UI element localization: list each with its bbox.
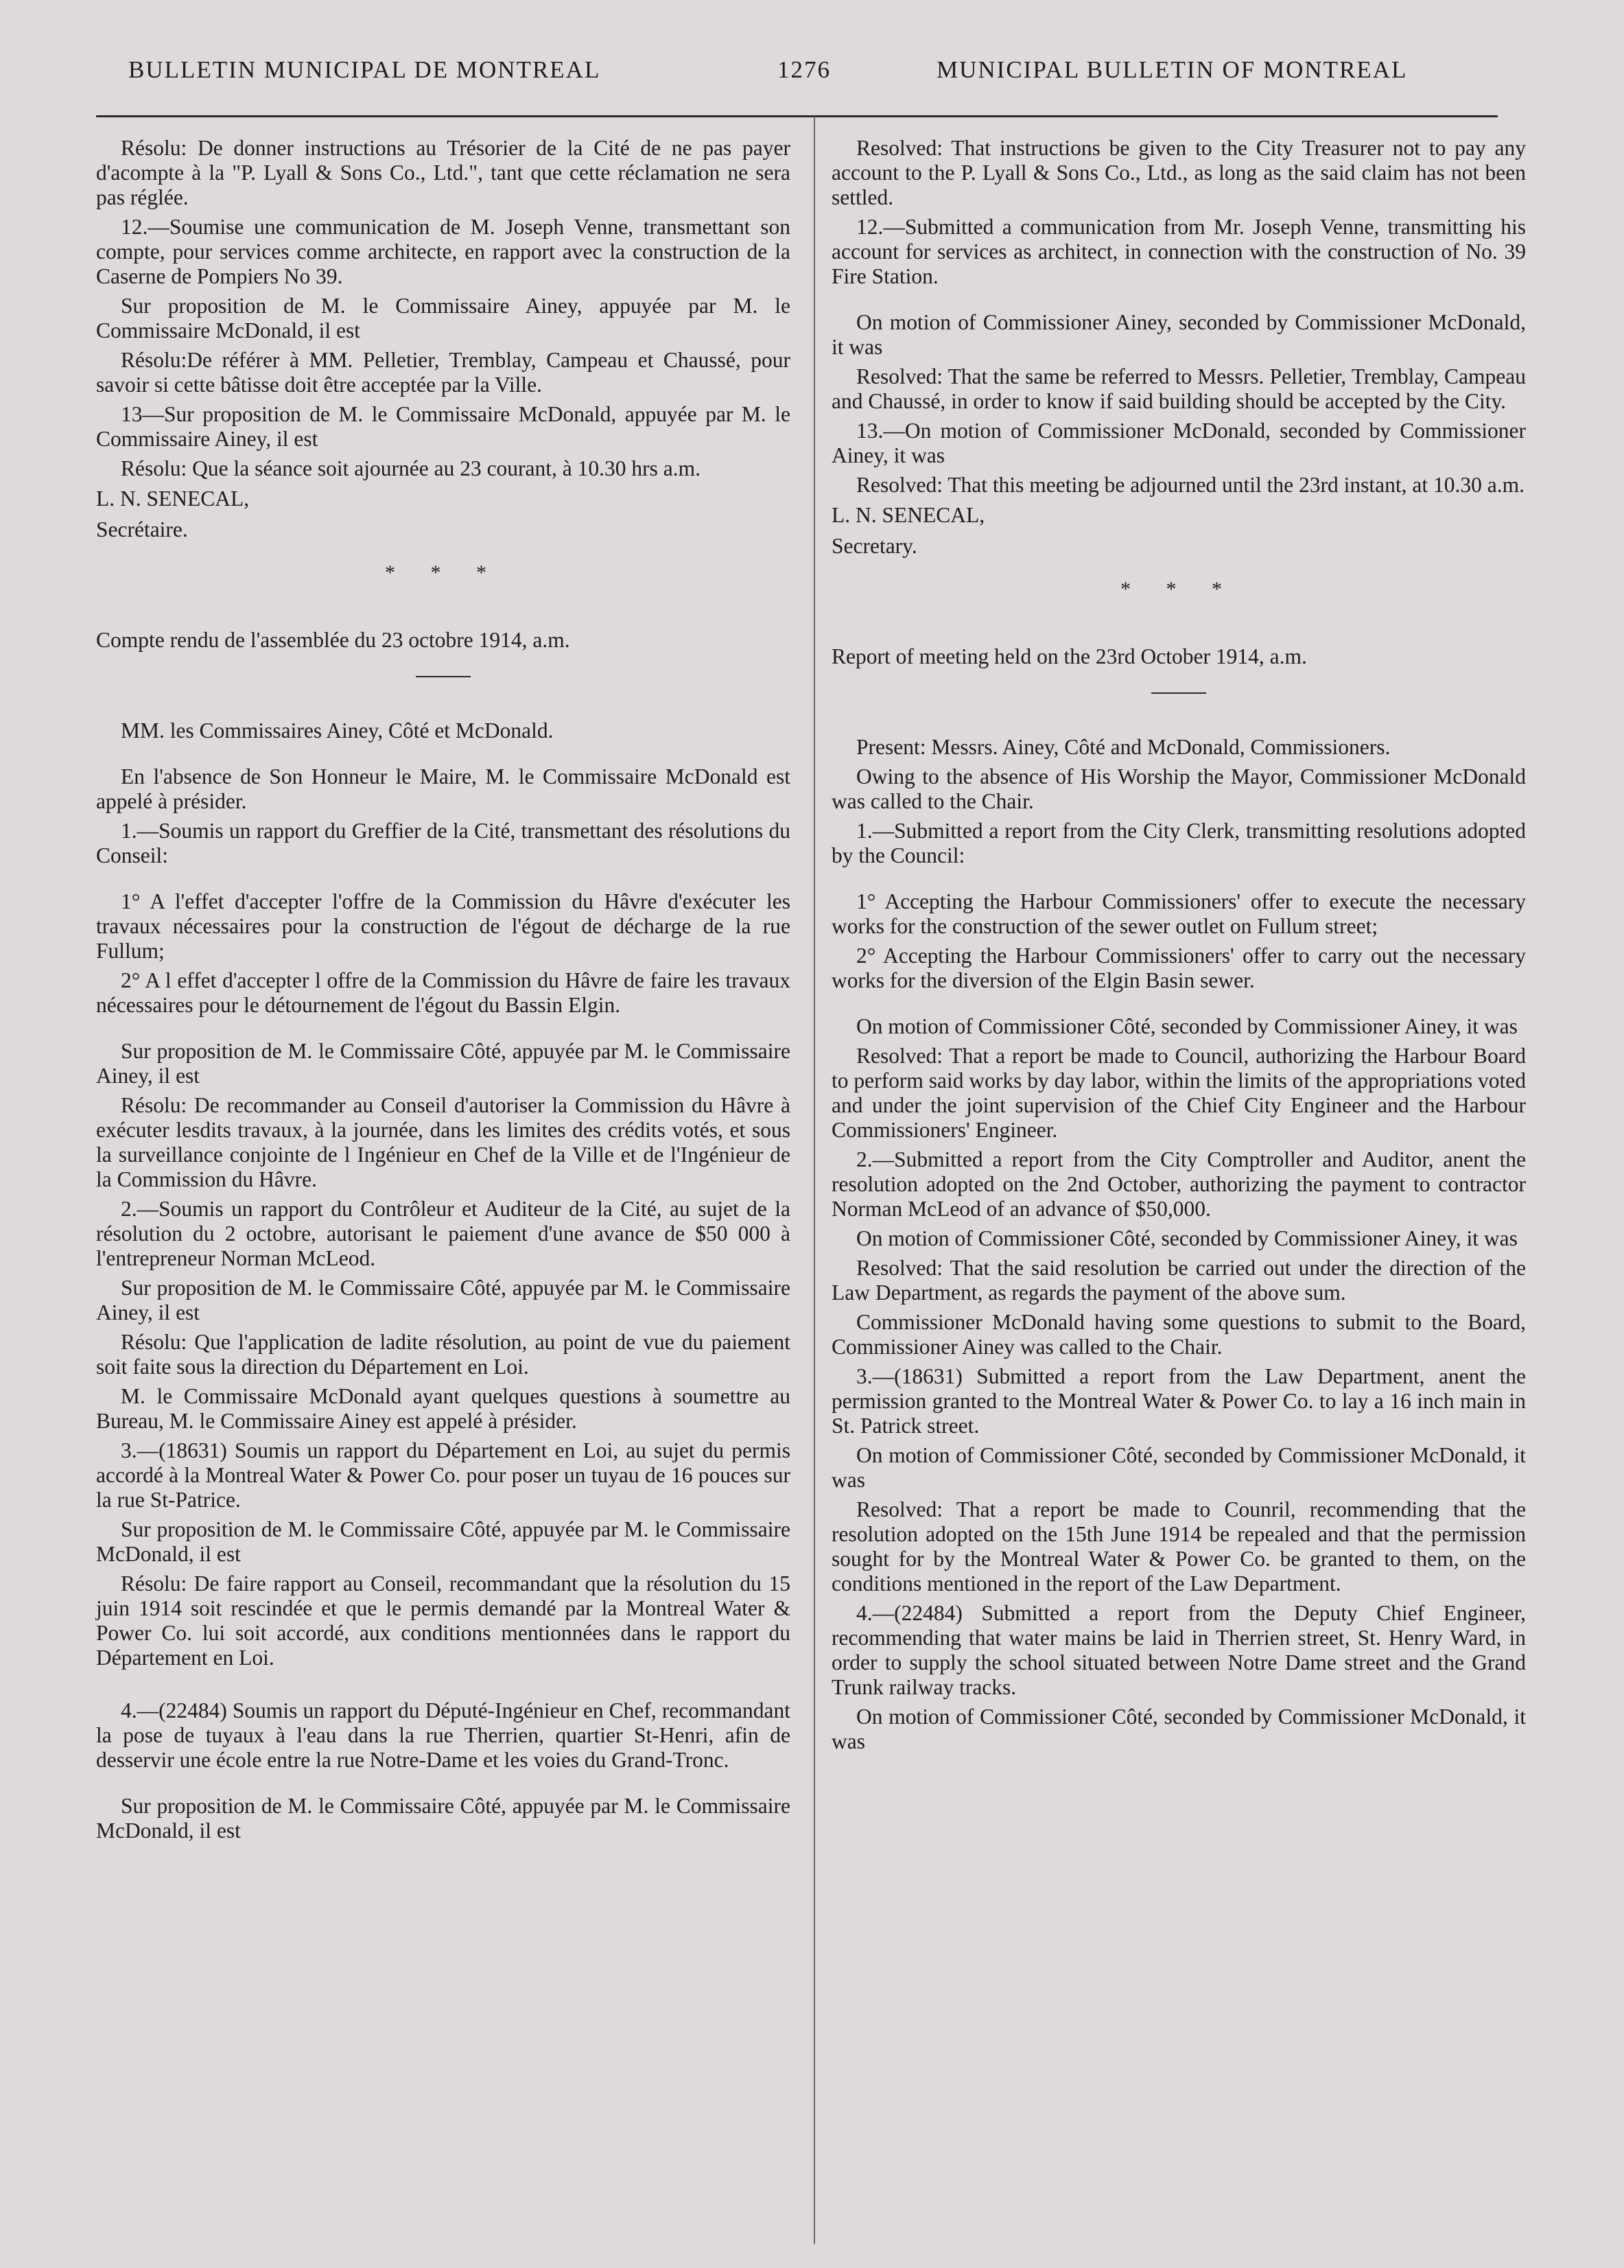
header-left-title: BULLETIN MUNICIPAL DE MONTREAL <box>128 56 601 83</box>
fr-paragraph: Résolu:De référer à MM. Pelletier, Tremblay, Campeau et Chaussé, pour savoir si cette bâtisse doit être acceptée par la Ville. <box>96 348 790 397</box>
en-paragraph: Present: Messrs. Ainey, Côté and McDonald, Commissioners. <box>856 735 1391 759</box>
en-paragraph: Resolved: That instructions be given to the City Treasurer not to pay any account to the P. Lyall & Sons Co., Ltd., as long as the said claim has not been settled. <box>832 136 1526 209</box>
en-paragraph: 4.—(22484) Submitted a report from the Deputy Chief Engineer, recommending that water mains be laid in Therrien street, St. Henry Ward, in order to supply the school situated between Notre Dame street and the Grand Trunk railway tracks. <box>832 1601 1526 1699</box>
fr-paragraph: Résolu: Que la séance soit ajournée au 23 courant, à 10.30 hrs a.m. <box>121 456 701 480</box>
en-paragraph: 13.—On motion of Commissioner McDonald, seconded by Commissioner Ainey, it was <box>832 419 1526 467</box>
english-column <box>832 136 1526 1759</box>
en-paragraph: 3.—(18631) Submitted a report from the Law Department, anent the permission granted to the Montreal Water & Power Co. to lay a 16 inch main in St. Patrick street. <box>832 1364 1526 1438</box>
fr-paragraph: En l'absence de Son Honneur le Maire, M. le Commissaire McDonald est appelé à présider. <box>96 764 790 813</box>
fr-section-separator: * * * <box>385 561 502 584</box>
en-paragraph: Resolved: That the said resolution be carried out under the direction of the Law Department, as regards the payment of the above sum. <box>832 1256 1526 1305</box>
fr-paragraph: Résolu: De recommander au Conseil d'autoriser la Commission du Hâvre à exécuter lesdits travaux, à la journée, dans les limites des crédits votés, et sous la surveillance conjointe de l Ingénieur en Chef de la Ville et de l'Ingénieur de la Commission du Hâvre. <box>96 1093 790 1191</box>
en-signature-name: L. N. SENECAL, <box>832 503 985 527</box>
page-number: 1276 <box>777 56 831 83</box>
en-paragraph: Resolved: That a report be made to Council, authorizing the Harbour Board to perform said works by day labor, within the limits of the appropriations voted and under the joint supervision of the Chief City Engineer and the Harbour Commissioners' Engineer. <box>832 1044 1526 1142</box>
fr-paragraph: Résolu: De faire rapport au Conseil, recommandant que la résolution du 15 juin 1914 soit rescindée et que le permis demandé par la Montreal Water & Power Co. lui soit accordé, aux conditions mentionnées dans le rapport du Département en Loi. <box>96 1571 790 1670</box>
page-header <box>0 56 1624 97</box>
fr-paragraph: 13—Sur proposition de M. le Commissaire McDonald, appuyée par M. le Commissaire Ainey, il est <box>96 402 790 451</box>
fr-short-rule <box>416 676 471 677</box>
fr-paragraph: 2.—Soumis un rapport du Contrôleur et Auditeur de la Cité, au sujet de la résolution du 2 octobre, autorisant le paiement d'une avance de $50 000 à l'entrepreneur Norman McLeod. <box>96 1197 790 1270</box>
en-paragraph: 12.—Submitted a communication from Mr. Joseph Venne, transmitting his account for services as architect, in connection with the construction of No. 39 Fire Station. <box>832 215 1526 288</box>
en-paragraph: Resolved: That a report be made to Counril, recommending that the resolution adopted on the 15th June 1914 be repealed and that the permission sought for by the Montreal Water & Power Co. be granted to them, on the conditions mentioned in the report of the Law Department. <box>832 1497 1526 1595</box>
fr-paragraph: Sur proposition de M. le Commissaire Ainey, appuyée par M. le Commissaire McDonald, il est <box>96 294 790 342</box>
en-signature-title: Secretary. <box>832 534 917 558</box>
fr-paragraph: 12.—Soumise une communication de M. Joseph Venne, transmettant son compte, pour services comme architecte, en rapport avec la construction de la Caserne de Pompiers No 39. <box>96 215 790 288</box>
en-section-separator: * * * <box>1120 578 1237 600</box>
en-paragraph: 2.—Submitted a report from the City Comptroller and Auditor, anent the resolution adopted on the 2nd October, authorizing the payment to contractor Norman McLeod of an advance of $50,000. <box>832 1147 1526 1221</box>
en-paragraph: On motion of Commissioner Ainey, seconded by Commissioner McDonald, it was <box>832 310 1526 359</box>
fr-paragraph: Sur proposition de M. le Commissaire Côté, appuyée par M. le Commissaire McDonald, il est <box>96 1794 790 1843</box>
fr-report-title: Compte rendu de l'assemblée du 23 octobre 1914, a.m. <box>96 628 570 652</box>
en-paragraph: 1.—Submitted a report from the City Clerk, transmitting resolutions adopted by the Council: <box>832 819 1526 867</box>
fr-paragraph: Résolu: Que l'application de ladite résolution, au point de vue du paiement soit faite sous la direction du Département en Loi. <box>96 1330 790 1379</box>
fr-paragraph: 4.—(22484) Soumis un rapport du Député-Ingénieur en Chef, recommandant la pose de tuyaux à l'eau dans la rue Therrien, quartier St-Henri, afin de desservir une école entre la rue Notre-Dame et les voies du Grand-Tronc. <box>96 1698 790 1772</box>
en-paragraph: Commissioner McDonald having some questions to submit to the Board, Commissioner Ainey was called to the Chair. <box>832 1310 1526 1359</box>
fr-paragraph: 3.—(18631) Soumis un rapport du Département en Loi, au sujet du permis accordé à la Montreal Water & Power Co. pour poser un tuyau de 16 pouces sur la rue St-Patrice. <box>96 1438 790 1512</box>
en-paragraph: Owing to the absence of His Worship the Mayor, Commissioner McDonald was called to the Chair. <box>832 764 1526 813</box>
fr-signature-name: L. N. SENECAL, <box>96 487 250 511</box>
en-paragraph: Resolved: That the same be referred to Messrs. Pelletier, Tremblay, Campeau and Chaussé, in order to know if said building should be accepted by the City. <box>832 364 1526 413</box>
fr-paragraph: M. le Commissaire McDonald ayant quelques questions à soumettre au Bureau, M. le Commissaire Ainey est appelé à présider. <box>96 1384 790 1433</box>
fr-paragraph: Sur proposition de M. le Commissaire Côté, appuyée par M. le Commissaire Ainey, il est <box>96 1039 790 1088</box>
fr-signature-title: Secrétaire. <box>96 517 188 541</box>
column-divider <box>814 117 815 2244</box>
en-paragraph: On motion of Commissioner Côté, seconded by Commissioner McDonald, it was <box>832 1443 1526 1492</box>
fr-paragraph: Sur proposition de M. le Commissaire Côté, appuyée par M. le Commissaire McDonald, il est <box>96 1517 790 1566</box>
en-report-title: Report of meeting held on the 23rd October 1914, a.m. <box>832 644 1307 668</box>
header-rule <box>96 115 1498 117</box>
en-paragraph: On motion of Commissioner Côté, seconded by Commissioner Ainey, it was <box>856 1014 1518 1038</box>
en-paragraph: 1° Accepting the Harbour Commissioners' offer to execute the necessary works for the construction of the sewer outlet on Fullum street; <box>832 889 1526 938</box>
en-paragraph: 2° Accepting the Harbour Commissioners' offer to carry out the necessary works for the diversion of the Elgin Basin sewer. <box>832 944 1526 992</box>
fr-paragraph: Sur proposition de M. le Commissaire Côté, appuyée par M. le Commissaire Ainey, il est <box>96 1276 790 1324</box>
en-short-rule <box>1151 692 1206 694</box>
fr-paragraph: Résolu: De donner instructions au Trésorier de la Cité de ne pas payer d'acompte à la "P. Lyall & Sons Co., Ltd.", tant que cette réclamation ne sera pas réglée. <box>96 136 790 209</box>
en-paragraph: On motion of Commissioner Côté, seconded by Commissioner McDonald, it was <box>832 1705 1526 1753</box>
fr-paragraph: MM. les Commissaires Ainey, Côté et McDonald. <box>121 718 554 743</box>
en-paragraph: On motion of Commissioner Côté, seconded by Commissioner Ainey, it was <box>856 1226 1518 1250</box>
fr-paragraph: 1.—Soumis un rapport du Greffier de la Cité, transmettant des résolutions du Conseil: <box>96 819 790 867</box>
fr-paragraph: 1° A l'effet d'accepter l'offre de la Commission du Hâvre d'exécuter les travaux nécessaires pour la construction de l'égout de décharge de la rue Fullum; <box>96 889 790 963</box>
header-right-title: MUNICIPAL BULLETIN OF MONTREAL <box>937 56 1408 83</box>
fr-paragraph: 2° A l effet d'accepter l offre de la Commission du Hâvre de faire les travaux nécessaires pour le détournement de l'égout du Bassin Elgin. <box>96 968 790 1017</box>
french-column <box>96 136 790 1848</box>
en-paragraph: Resolved: That this meeting be adjourned until the 23rd instant, at 10.30 a.m. <box>856 473 1525 497</box>
